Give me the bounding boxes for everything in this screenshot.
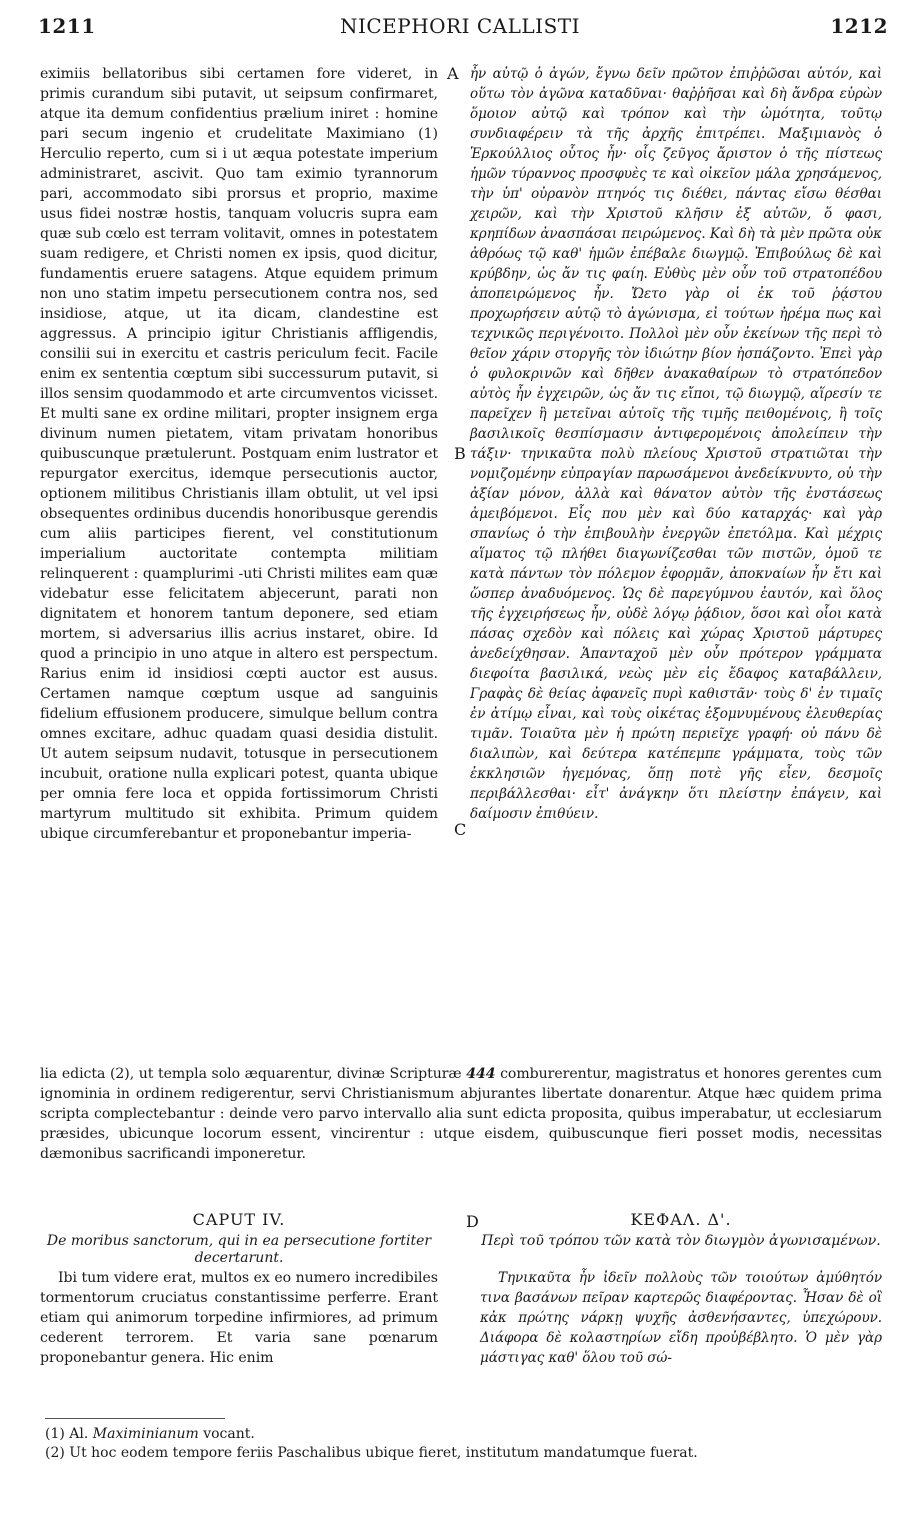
- footnote-1: [45, 1425, 895, 1444]
- column-marker-c: C: [454, 820, 467, 839]
- page-number-left: 1211: [38, 14, 96, 38]
- footnote-1-suffix: vocant.: [203, 1426, 255, 1442]
- page-number-right: 1212: [830, 14, 888, 38]
- kephal-heading: [480, 1210, 882, 1250]
- caput-paragraph: Ibi tum videre erat, multos ex eo numero incredibiles tormentorum cruciatus constantissime perferre. Erant etiam qui animorum torpedine infirmiores, ad primum cederent terrorem. Et varia sane pœnarum proponebantur genera. Hic enim: [40, 1270, 438, 1366]
- greek-paragraph: ἦν αὐτῷ ὁ ἀγών, ἔγνω δεῖν πρῶτον ἐπιῤῥῶσαι αὑτόν, καὶ οὕτω τὸν ἀγῶνα καταδῦναι· θαῤῥῆσαι καὶ δὴ ἄνδρα εὑρὼν ὅμοιον αὐτῷ καὶ τρόπον καὶ τὴν ὠμότητα, τοῦτῳ συνδιαφέρειν τὰ τῆς ἀρχῆς ἐπιτρέπει. Μαξιμιανὸς ὁ Ἑρκούλλιος οὗτος ἦν· οἷς ζεῦγος ἄριστον ὁ τῆς πίστεως ἡμῶν τύραννος προσφυὲς τε καὶ οἰκεῖον μάλα χρησάμενος, τὴν ὑπ' οὐρανὸν πτηνός τις διέθει, πάντας εἴσω θέσθαι χειρῶν, καὶ τὴν Χριστοῦ κλῆσιν ἐξ αὐτῶν, ὅ φασι, κρηπίδων ἀνασπάσαι πειρώμενος. Καὶ δὴ τὰ μὲν πρῶτα οὐκ ἀθρόως τῷ καθ' ἡμῶν ἐπέβαλε διωγμῷ. Ἐπιβούλως δὲ καὶ κρύβδην, ὡς ἄν τις φαίη. Εὐθὺς μὲν οὖν τοῦ στρατοπέδου ἀποπειρώμενος ἦν. Ὤετο γὰρ οἱ ἐκ τοῦ ῥᾴστου προχωρήσειν αὐτῷ τὸ ἀγώνισμα, εἰ τούτων ἠρέμα πως καὶ τεχνικῶς περιγένοιτο. Πολλοὶ μὲν οὖν ἐκείνων τῆς περὶ τὸ θεῖον χάριν στοργῆς τὸν ἰδιώτην βίον ἠσπάζοντο. Ἐπεὶ γὰρ ὁ φυλοκρινῶν καὶ δῆθεν ἀνακαθαίρων τὸ στρατόπεδον αὐτὸς ἦν ἐγχειρῶν, ὡς ἄν τις εἴποι, τῷ διωγμῷ, αἵρεσίν τε παρεῖχεν ἢ μετεῖναι αὐτοῖς τῆς τιμῆς πειθομένοις, ἢ τοῖς βασιλικοῖς θεσπίσμασιν ἀντιφερομένοις ἀπολείπειν τὴν τάξιν· τηνικαῦτα πολὺ πλείους Χριστοῦ στρατιῶται τὴν νομιζομένην εὐπραγίαν παρωσάμενοι ἀνεδείκνυντο, οὐ τὴν ἀξίαν μόνον, ἀλλὰ καὶ θάνατον αὐτὸν τῆς ἐνστάσεως ἀμειβόμενοι. Εἷς που μὲν καὶ δύο καταρχάς· καὶ γὰρ σπανίως ὁ τὴν ἐπιβουλὴν ἐνεργῶν ἐπετόλμα. Καὶ μέχρις αἵματος τῷ πλήθει διαγωνίζεσθαι τῶν πιστῶν, ὁμοῦ τε κατὰ πάντων τὸν πόλεμον ἐφορμᾶν, ἀποκναίων ἦν ἔτι καὶ ὥσπερ ἀναδυόμενος. Ὡς δὲ παρεγύμνου ἑαυτόν, καὶ ὅλος τῆς ἐγχειρήσεως ἦν, οὐδὲ λόγῳ ῥᾴδιον, ὅσοι καὶ οἷοι κατὰ πάσας σχεδὸν καὶ πόλεις καὶ χώρας Χριστοῦ μάρτυρες ἀνεδείχθησαν. Ἁπανταχοῦ μὲν οὖν πρότερον γράμματα διεφοίτα βασιλικά, νεὼς μὲν εἰς ἔδαφος καταβάλλειν, Γραφὰς δὲ θείας ἀφανεῖς πυρὶ καθιστᾶν· τοὺς δ' ἐν τιμαῖς ἐν ἀτίμῳ εἶναι, καὶ τοὺς οἰκέτας ἐξομνυμένους ἐλευθερίας τιμᾶν. Τοιαῦτα μὲν ἡ πρώτη περιεῖχε γραφή· οὐ πάνυ δὲ διαλιπὼν, καὶ δεύτερα κατέπεμπε γράμματα, τοὺς τῶν ἐκκλησιῶν ἡγεμόνας, ὅπῃ ποτὲ γῆς εἶεν, δεσμοῖς περιβάλλεσθαι· εἶτ' ἀνάγκην ὅτι πλείστην ἐπάγειν, καὶ δαίμοσιν ἐπιθύειν.: [470, 66, 882, 822]
- latin-continuation: [40, 1064, 882, 1164]
- footnote-1-prefix: (1) Al.: [45, 1426, 89, 1442]
- kephal-paragraph: Τηνικαῦτα ἦν ἰδεῖν πολλοὺς τῶν τοιούτων ἀμύθητόν τινα βασάνων πεῖραν καρτερῶς διαφέροντας. Ἦσαν δὲ οἳ κἀκ πρώτης νάρκῃ ψυχῆς ἀσθενήσαντες, ὑπεχώρουν. Διάφορα δὲ κολαστηρίων εἴδη προὐβέβλητο. Ὁ μὲν γὰρ μάστιγας καθ' ὅλου τοῦ σώ-: [480, 1270, 882, 1366]
- latin-continuation-end: comburerentur, magistratus et honores gerentes cum ignominia in ordinem redigerentur, servi Christianismum abjurantes libertate donarentur. Atque hæc quidem prima scripta complectebantur : deinde vero parvo intervallo alia sunt edicta proposita, quibus imperabatur, ut ecclesiarum præsides, ubicunque locorum essent, vincirentur : utque eisdem, quibuscunque fieri posset modis, necessitas dæmonibus sacrificandi imponeretur.: [40, 1066, 882, 1162]
- caput-subtitle: De moribus sanctorum, qui in ea persecutione fortiter decertarunt.: [46, 1233, 432, 1266]
- footnotes: [45, 1425, 895, 1463]
- kephal-body: [480, 1268, 882, 1368]
- caput-body: [40, 1268, 438, 1368]
- column-marker-d: D: [466, 1212, 479, 1231]
- greek-column-top: [470, 64, 882, 824]
- caput-heading: [40, 1210, 438, 1267]
- footnote-1-italic: Maximinianum: [92, 1426, 199, 1442]
- running-title: NICEPHORI CALLISTI: [339, 14, 581, 38]
- caput-title: CAPUT IV.: [192, 1210, 286, 1229]
- footnote-2: (2) Ut hoc eodem tempore feriis Paschalibus ubique fieret, institutum mandatumque fuerat.: [45, 1445, 698, 1461]
- footnote-rule: [45, 1418, 225, 1419]
- latin-paragraph: eximiis bellatoribus sibi certamen fore videret, in primis curandum sibi putavit, ut seipsum confirmaret, atque ita demum confidentius prælium iniret : homine pari secum ingenio et crudelitate Maximiano (1) Herculio reperto, cum si i ut æqua potestate imperium administraret, ascivit. Quo tam eximio tyrannorum pari, accommodato sibi prorsus et proprio, maxime usus fidei nostræ hostis, tanquam volucris supra eam quæ sub cœlo est terram volitavit, omnes in potestatem suam redigere, et Christi nomen ex ipsis, quod dicitur, fundamentis eruere satagens. Atque equidem primum non uno statim impetu persecutionem contra nos, sed insidiose, atque, ut ita dicam, clandestine est aggressus. A principio igitur Christianis affligendis, consilii sui in exercitu et castris periculum fecit. Facile enim ex sententia cœptum sibi successurum putavit, si illos sensim quodammodo et arte circumventos vicisset. Et multi sane ex ordine militari, propter insignem erga divinum numen pietatem, vitam privatam honoribus quibuscunque prætulerunt. Postquam enim lustrator et repurgator exercitus, idemque persecutionis auctor, optionem militibus Christianis illam obtulit, ut vel ipsi obsequentes ordinibus ducendis honoribusque gerendis cum aliis participes fierent, vel constitutionum imperialium auctoritate contempta militiam relinquerent : quamplurimi -uti Christi milites eam quæ videbatur esse felicitatem abjecerunt, parati non dignitatem et honorem tantum deponere, sed etiam mortem, si adversarius illis acrius instaret, obire. Id quod a principio in uno atque in altero est perspectum. Rarius enim id insidiosi cœpti auctor est ausus. Certamen namque cœptum usque ad sanguinis fidelium effusionem producere, simulque bellum contra omnes excitare, adhuc quadam quasi desidia distulit. Ut autem seipsum nudavit, totusque in persecutionem incubuit, oratione nulla explicari potest, quanta ubique per omnia fere loca et oppida fortissimorum Christi martyrum multitudo sit exhibita. Primum quidem ubique circumferebantur et proponebantur imperia-: [40, 66, 438, 842]
- column-marker-a: A: [447, 64, 459, 83]
- handwritten-number: 444: [466, 1066, 496, 1082]
- latin-continuation-start: lia edicta (2), ut templa solo æquarentur, divinæ Scripturæ: [40, 1066, 462, 1082]
- latin-column-top: [40, 64, 438, 844]
- latin-full-width: [40, 1064, 882, 1164]
- column-marker-b: B: [454, 444, 466, 463]
- kephal-title: ΚΕΦΑΛ. Δ'.: [630, 1210, 732, 1229]
- kephal-subtitle: Περὶ τοῦ τρόπου τῶν κατὰ τὸν διωγμὸν ἀγωνισαμένων.: [481, 1233, 881, 1249]
